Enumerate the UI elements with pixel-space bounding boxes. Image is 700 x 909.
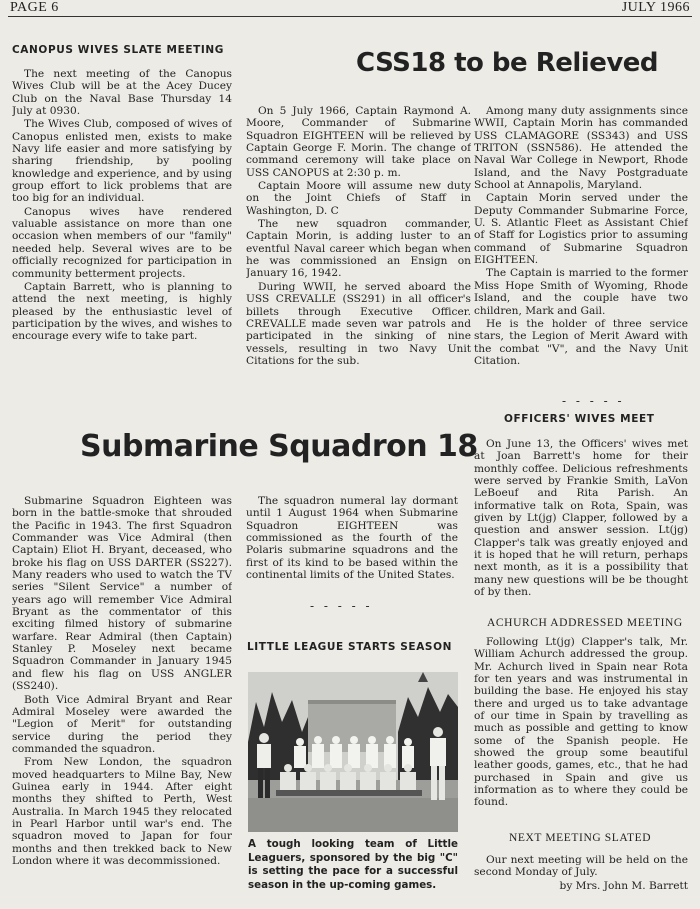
squadron-divider: - - - - - — [310, 599, 373, 613]
page-number: PAGE 6 — [10, 0, 59, 15]
canopus-wives-article — [12, 68, 232, 393]
officers-wives-article — [474, 438, 688, 610]
little-league-heading: LITTLE LEAGUE STARTS SEASON — [247, 641, 453, 653]
paragraph: The Wives Club, composed of wives of Canopus enlisted men, exists to make Navy life easier and more satisfying by sharing friendship, by pooling knowledge and experience, and by using group effort to lick problems that are too big for an individual. — [12, 118, 232, 205]
paragraph: From New London, the squadron moved headquarters to Milne Bay, New Guinea early in 1944. After eight months they shifted to Perth, West Australia. In March 1945 they relocated in Pearl Harbor until war's end. The squadron moved to Japan for four months and then trekked back to New London where it was decommissioned. — [12, 756, 232, 867]
squadron-article-col1 — [12, 495, 232, 895]
paragraph: Submarine Squadron Eighteen was born in the battle-smoke that shrouded the Pacific in 1943. The first Squadron Commander was Vice Admiral (then Captain) Eliot H. Bryant, deceased, who broke his flag on USS DARTER (SS227). Many readers who used to watch the TV series "Silent Service" a number of years ago will remember Vice Admiral Bryant as the commentator of this exciting filmed history of submarine warfare. Rear Admiral (then Captain) Stanley P. Moseley next became Squadron Commander in January 1945 and flew his flag on USS ANGLER (SS240). — [12, 495, 232, 693]
paragraph: Among many duty assignments since WWII, Captain Morin has commanded USS CLAMAGORE (SS343) and USS TRITON (SSN586). He attended the Naval War College in Newport, Rhode Island, and the Navy Postgraduate School at Annapolis, Maryland. — [474, 105, 688, 192]
next-meeting-article — [474, 854, 688, 894]
paragraph: Captain Morin served under the Deputy Commander Submarine Force, U. S. Atlantic Fleet as Assistant Chief of Staff for Logistics prior to assuming command of Submarine Squadron EIGHTEEN. — [474, 192, 688, 267]
next-meeting-heading: NEXT MEETING SLATED — [509, 832, 652, 844]
paragraph: Captain Moore will assume new duty on the Joint Chiefs of Staff in Washington, D. C — [246, 180, 471, 217]
paragraph: Captain Barrett, who is planning to attend the next meeting, is highly pleased by the enthusiastic level of participation by the wives, and wishes to encourage every wife to take part. — [12, 280, 232, 343]
paragraph: Canopus wives have rendered valuable assistance on more than one occasion when members of our "family" needed help. Several wives are to be officially recognized for participation in community betterment projects. — [12, 205, 232, 280]
css18-headline: CSS18 to be Relieved — [356, 48, 659, 78]
paragraph: The squadron numeral lay dormant until 1 August 1964 when Submarine Squadron EIGHTEEN was commissioned as the fourth of the Polaris submarine squadrons and the first of its kind to be based within the continental limits of the United States. — [246, 495, 458, 582]
team-photo-illustration — [248, 672, 458, 832]
canopus-wives-heading: CANOPUS WIVES SLATE MEETING — [12, 44, 225, 56]
paragraph: He is the holder of three service stars, the Legion of Merit Award with the combat "V", and the Navy Unit Citation. — [474, 317, 688, 367]
officers-wives-heading: OFFICERS' WIVES MEET — [504, 413, 655, 425]
paragraph: Both Vice Admiral Bryant and Rear Admiral Moseley were awarded the "Legion of Merit" for outstanding service during the period they commanded the squadron. — [12, 693, 232, 755]
paragraph: The Captain is married to the former Miss Hope Smith of Wyoming, Rhode Island, and the couple have two children, Mark and Gail. — [474, 267, 688, 317]
header-rule — [8, 16, 692, 17]
paragraph: The new squadron commander, Captain Morin, is adding luster to an eventful Naval career which began when he was commissioned an Ensign on January 16, 1942. — [246, 218, 471, 280]
paragraph: During WWII, he served aboard the USS CREVALLE (SS291) in all officer's billets through Executive Officer. CREVALLE made seven war patrols and participated in the sinking of nine vessels, resulting in two Navy Unit Citations for the sub. — [246, 280, 471, 367]
paragraph: Following Lt(jg) Clapper's talk, Mr. William Achurch addressed the group. Mr. Achurch lived in Spain near Rota for ten years and was instrumental in building the base. He enjoyed his stay there and urged us to take advantage of our time in Spain by travelling as much as possible and getting to know some of the Spanish people. He showed the group some beautiful leather goods, games, etc., that he had purchased in Spain and give us information as to where they could be found. — [474, 636, 688, 809]
little-league-caption: A tough looking team of Little Leaguers, sponsored by the big "C" is setting the pace for a successful season in the up-coming games. — [248, 838, 458, 891]
achurch-article — [474, 636, 688, 822]
little-league-team-photo — [248, 672, 458, 832]
paragraph: The next meeting of the Canopus Wives Club will be at the Acey Ducey Club on the Naval Base Thursday 14 July at 0930. — [12, 68, 232, 118]
css18-article-col2 — [246, 105, 471, 395]
achurch-heading: ACHURCH ADDRESSED MEETING — [487, 617, 683, 629]
signature: by Mrs. John M. Barrett — [559, 879, 688, 892]
paragraph: On 5 July 1966, Captain Raymond A. Moore, Commander of Submarine Squadron EIGHTEEN will be relieved by Captain George F. Morin. The change of command ceremony will take place on USS CANOPUS at 2:30 p. m. — [246, 105, 471, 179]
squadron-headline: Submarine Squadron 18 — [80, 429, 478, 464]
css18-divider: - - - - - — [562, 394, 625, 408]
issue-date: JULY 1966 — [621, 0, 690, 15]
paragraph: Our next meeting will be held on the second Monday of July. — [474, 854, 688, 879]
paragraph: On June 13, the Officers' wives met at Joan Barrett's home for their monthly coffee. Delicious refreshments were served by Frankie Smith, LaVon LeBoeuf and Rita Parish. An informative talk on Rota, Spain, was given by Lt(jg) Clapper, followed by a question and answer session. Lt(jg) Clapper's talk was greatly enjoyed and it is hoped that he will return, perhaps next month, as it is a possibility that many new questions will be be thought of by then. — [474, 438, 688, 599]
squadron-article-col2 — [246, 495, 458, 595]
css18-article-col3 — [474, 105, 688, 395]
